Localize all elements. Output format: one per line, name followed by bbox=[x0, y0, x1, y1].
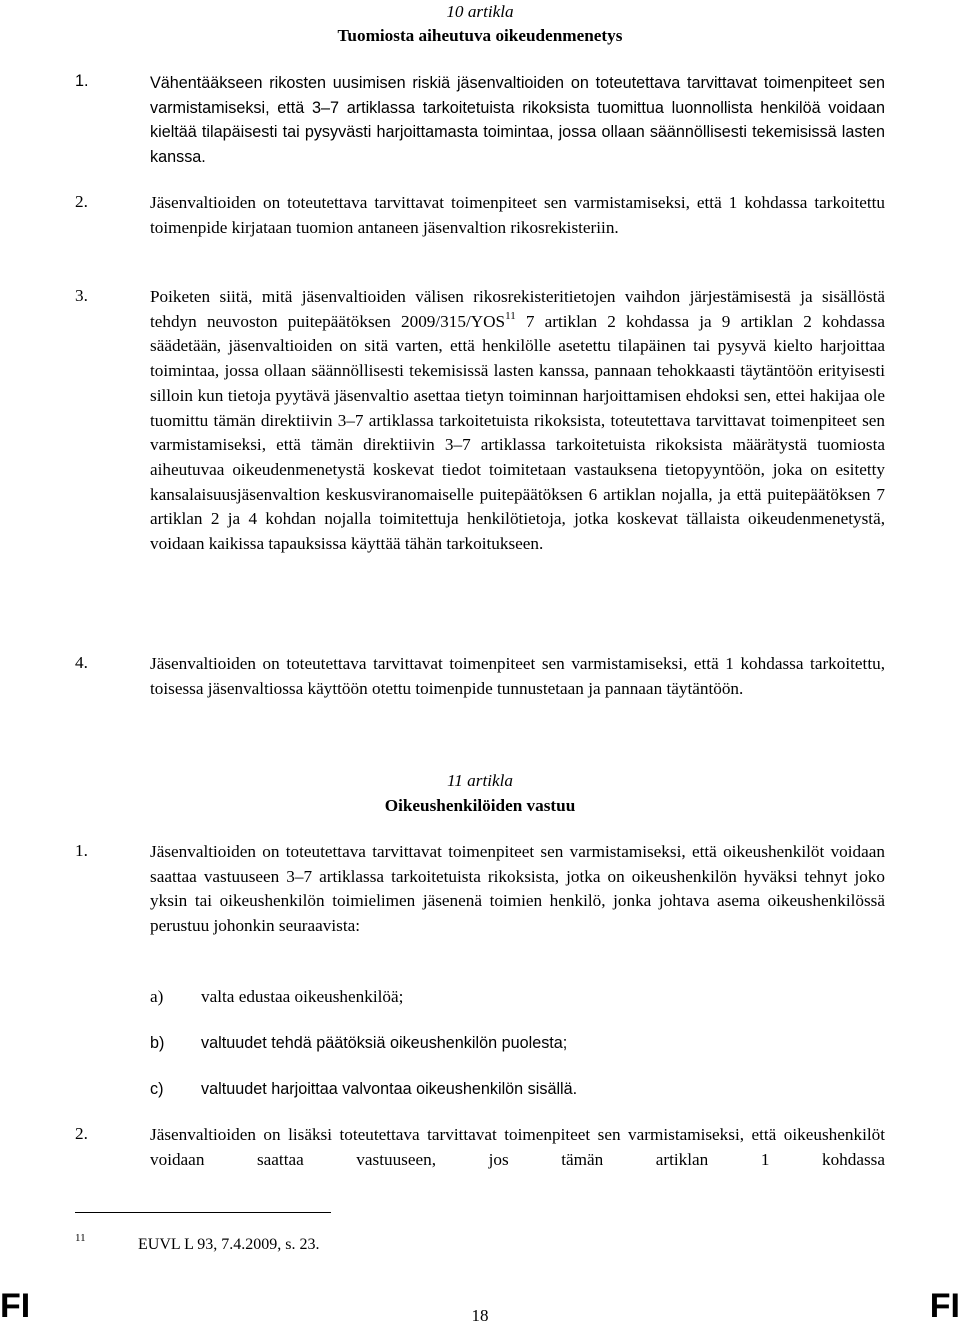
paragraph-text: Jäsenvaltioiden on lisäksi toteutettava tarvittavat toimenpiteet sen varmistamiseksi, että oikeushenkilöt voidaan saattaa vastuuseen, jos tämän artiklan 1 kohdassa bbox=[150, 1125, 885, 1169]
list-item-label: b) bbox=[150, 1034, 165, 1052]
paragraph-number: 1. bbox=[75, 72, 89, 90]
list-item-text: valtuudet tehdä päätöksiä oikeushenkilön puolesta; bbox=[201, 1034, 568, 1052]
page-number: 18 bbox=[471, 1306, 489, 1325]
paragraph-text bbox=[150, 285, 885, 557]
paragraph-text: Jäsenvaltioiden on toteutettava tarvittavat toimenpiteet sen varmistamiseksi, että oikeushenkilöt voidaan saattaa vastuuseen 3–7 artiklassa tarkoitetuista rikoksista, jotka on oikeushenkilön hyväksi tehnyt joko yksin tai oikeushenkilön toimielimen jäsenenä toimien henkilö, jonka johtava asema oikeushenkilössä perustuu johonkin seuraavista: bbox=[150, 842, 885, 936]
paragraph-text-part-1: Poiketen siitä, mitä jäsenvaltioiden välisen rikosrekisteritietojen vaihdon järjestämisestä ja sisällöstä tehdyn neuvoston puitepäätöksen 2009/315/YOS bbox=[150, 287, 885, 331]
paragraph-text-part-2: 7 artiklan 2 kohdassa ja 9 artiklan 2 kohdassa säädetään, jäsenvaltioiden on sitä varten, että henkilölle asetettu tilapäinen tai pysyvä kielto harjoittaa toimintaa, jossa ollaan säännöllisesti tekemisissä lasten kanssa, pannaan tehokkaasti täytäntöön erityisesti silloin kun tietoja pyytävä jäsenvaltio asettaa tietyn toiminnan harjoittamisen ehdoksi sen, ettei hakijaa ole tuomittu tämän direktiivin 3–7 artiklassa tarkoitetuista rikoksista, toteutettava tarvittavat toimenpiteet sen varmistamiseksi, että tämän direktiivin 3–7 artiklassa tarkoitetuista rikoksista määrätystä tuomiosta aiheutuvaa oikeudenmenetystä koskevat tiedot toimitetaan vastauksena tietopyyntöön, joka on esitetty kansalaisuusjäsenvaltion keskusviranomaiselle puitepäätöksen 6 artiklan nojalla, ja että puitepäätöksen 7 artiklan 2 ja 4 kohdan nojalla toimitettuja henkilötietoja, jotka koskevat tällaista oikeudenmenetystä, voidaan kaikissa tapauksissa käyttää tähän tarkoitukseen. bbox=[150, 311, 885, 554]
footnote-separator bbox=[75, 1212, 331, 1213]
list-item-text: valtuudet harjoittaa valvontaa oikeushenkilön sisällä. bbox=[201, 1080, 578, 1098]
paragraph-number: 2. bbox=[75, 1124, 88, 1143]
article-10-title: Tuomiosta aiheutuva oikeudenmenetys bbox=[337, 26, 623, 45]
list-item-label: a) bbox=[150, 987, 164, 1006]
list-item-label: c) bbox=[150, 1080, 164, 1098]
paragraph-number: 2. bbox=[75, 192, 88, 211]
list-item-text: valta edustaa oikeushenkilöä; bbox=[201, 987, 404, 1006]
footnote-number: 11 bbox=[75, 1232, 86, 1244]
paragraph-text: Jäsenvaltioiden on toteutettava tarvittavat toimenpiteet sen varmistamiseksi, että 1 kohdassa tarkoitettu toimenpide kirjataan tuomion antaneen jäsenvaltion rikosrekisteriin. bbox=[150, 193, 885, 237]
article-11-title: Oikeushenkilöiden vastuu bbox=[384, 796, 576, 815]
paragraph-number: 4. bbox=[75, 653, 88, 672]
paragraph-text: Jäsenvaltioiden on toteutettava tarvittavat toimenpiteet sen varmistamiseksi, että 1 kohdassa tarkoitettu, toisessa jäsenvaltiossa käyttöön otettu toimenpide tunnustetaan ja pannaan täytäntöön. bbox=[150, 654, 885, 698]
article-10-number: 10 artikla bbox=[446, 2, 514, 21]
footnote-text: EUVL L 93, 7.4.2009, s. 23. bbox=[138, 1236, 320, 1253]
paragraph-number: 1. bbox=[75, 841, 88, 860]
footer-language-right: FI bbox=[929, 1287, 960, 1325]
footnote-reference[interactable]: 11 bbox=[505, 309, 516, 322]
footer-language-left: FI bbox=[0, 1287, 31, 1325]
paragraph-number: 3. bbox=[75, 286, 88, 305]
paragraph-text: Vähentääkseen rikosten uusimisen riskiä jäsenvaltioiden on toteutettava tarvittavat toimenpiteet sen varmistamiseksi, että 3–7 artiklassa tarkoitetuista rikoksista tuomittua luonnollista henkilöä voidaan kieltää tilapäisesti tai pysyvästi harjoittamasta toimintaa, jossa ollaan säännöllisesti tekemisissä lasten kanssa. bbox=[150, 74, 885, 167]
article-11-number: 11 artikla bbox=[446, 771, 514, 790]
